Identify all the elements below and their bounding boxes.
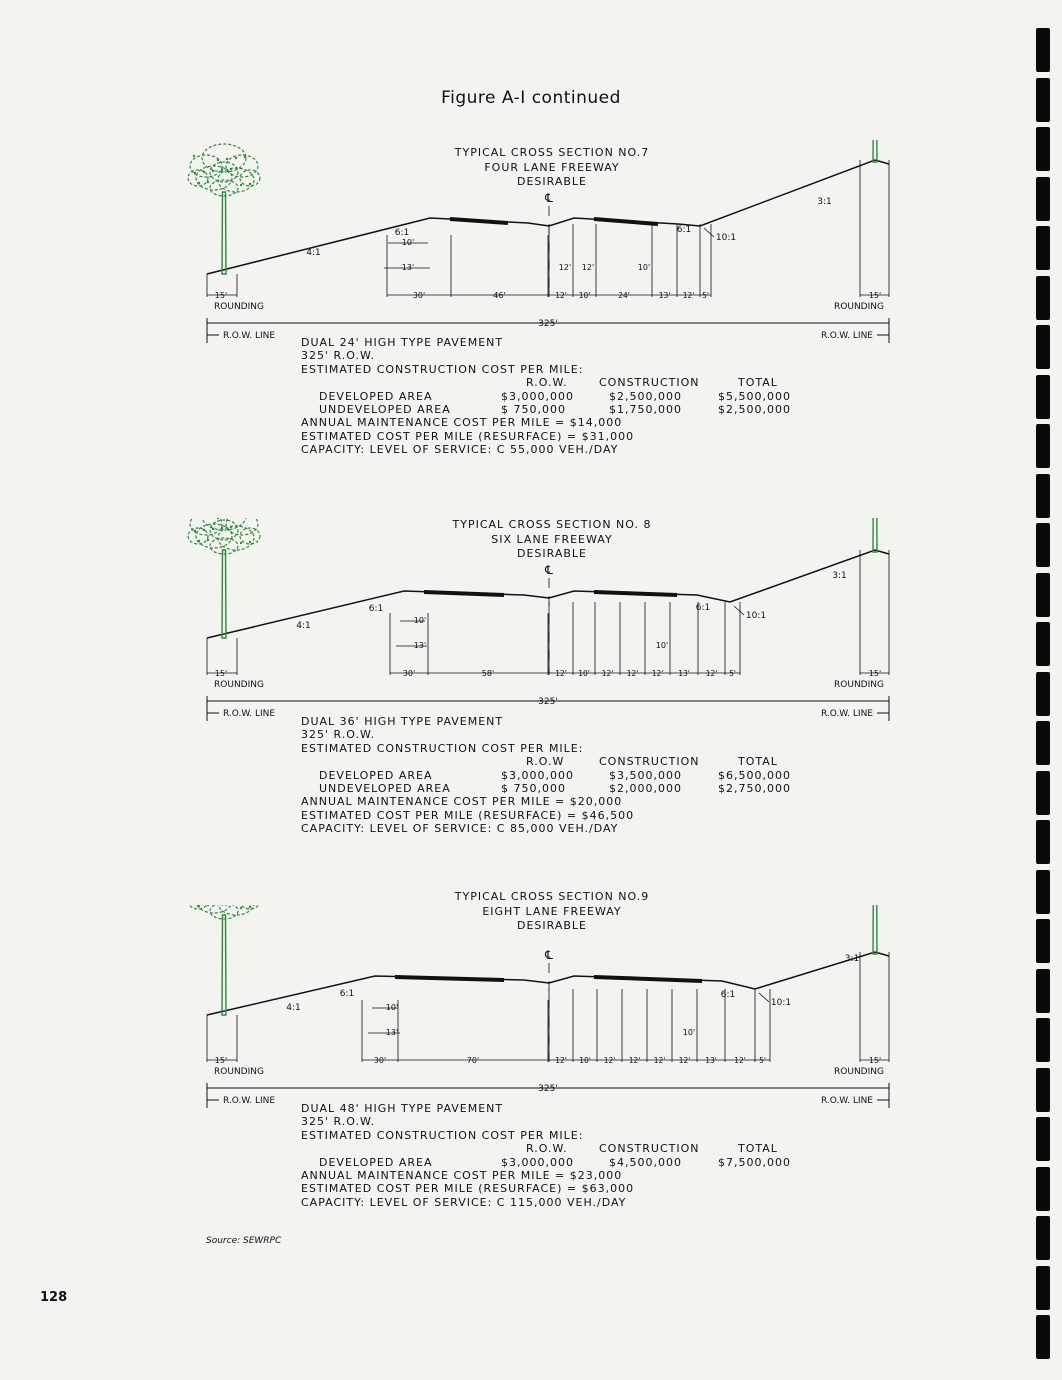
row-line-label: R.O.W. LINE	[820, 331, 873, 341]
binder-hole	[1036, 474, 1050, 518]
dimension-label: 5'	[702, 291, 709, 300]
cost-table-row	[301, 768, 791, 782]
shoulder-dimension: 13'	[401, 263, 415, 272]
rounding-dimension: 15'	[868, 1056, 882, 1065]
pavement-right	[594, 977, 702, 981]
dimension-label: 30'	[412, 291, 426, 300]
rounding-label: ROUNDING	[214, 302, 264, 312]
pavement-text: DUAL 48' HIGH TYPE PAVEMENT	[301, 1102, 504, 1115]
cost-cell-construction: $3,500,000	[609, 768, 682, 782]
cost-table-header	[301, 1142, 778, 1156]
row-total-label: 325'	[538, 697, 558, 707]
resurface-cost: ESTIMATED COST PER MILE (RESURFACE) = $46,500	[301, 808, 635, 822]
dimension-label: 13'	[658, 291, 671, 300]
cross-section-8-diagram	[0, 518, 1062, 738]
pavement-text: DUAL 36' HIGH TYPE PAVEMENT	[301, 715, 504, 728]
cost-heading: ESTIMATED CONSTRUCTION COST PER MILE:	[301, 741, 584, 755]
dimension-label: 10'	[579, 1056, 591, 1065]
tree-icon	[188, 518, 260, 638]
dimension-label: 24'	[618, 291, 630, 300]
centerline-symbol: ℄	[545, 191, 553, 205]
section-title-line: TYPICAL CROSS SECTION NO.9	[454, 890, 650, 903]
pavement-right	[594, 219, 658, 224]
row-line-label: R.O.W. LINE	[223, 1096, 276, 1106]
capacity-text: CAPACITY: LEVEL OF SERVICE: C 115,000 VEH./DAY	[301, 1195, 627, 1209]
dimension-label: 30'	[373, 1056, 387, 1065]
shoulder-dimension: 10'	[413, 616, 427, 625]
cost-cell-total: $7,500,000	[718, 1155, 791, 1169]
section-title-line: DESIRABLE	[517, 919, 587, 932]
section-title-line: TYPICAL CROSS SECTION NO.7	[454, 146, 650, 159]
lane-dimension: 10'	[682, 1028, 696, 1037]
slope-label: 10:1	[715, 233, 737, 243]
dimension-label: 58'	[481, 669, 495, 678]
dimension-label: 46'	[493, 291, 506, 300]
section-8-info	[301, 715, 791, 836]
cost-cell-row: $3,000,000	[501, 389, 574, 403]
rounding-label: ROUNDING	[214, 1067, 264, 1077]
slope-leader	[704, 228, 714, 237]
dimension-label: 10'	[578, 669, 590, 678]
cost-cell-construction: $2,500,000	[609, 389, 682, 403]
cost-column-header: CONSTRUCTION	[599, 376, 700, 390]
dimension-label: 12'	[555, 669, 567, 678]
cost-table-row	[301, 781, 791, 795]
dimension-label: 70'	[466, 1056, 480, 1065]
slope-label: 4:1	[306, 248, 321, 258]
cost-cell-total: $5,500,000	[718, 389, 791, 403]
dimension-label: 12'	[555, 1056, 567, 1065]
binder-hole	[1036, 28, 1050, 72]
section-title-line: TYPICAL CROSS SECTION NO. 8	[452, 518, 652, 531]
slope-label: 6:1	[695, 603, 711, 613]
slope-label: 6:1	[394, 228, 410, 238]
cost-cell-label: DEVELOPED AREA	[319, 389, 433, 403]
cost-cell-total: $2,750,000	[718, 781, 791, 795]
binder-hole	[1036, 375, 1050, 419]
cost-column-header: CONSTRUCTION	[599, 1142, 700, 1156]
cost-table-row	[301, 389, 791, 403]
rounding-dimension: 15'	[214, 291, 228, 300]
rounding-label: ROUNDING	[834, 1067, 884, 1077]
cost-cell-construction: $4,500,000	[609, 1155, 682, 1169]
cost-cell-label: DEVELOPED AREA	[319, 1155, 433, 1169]
row-total-label: 325'	[538, 319, 558, 329]
cost-cell-construction: $1,750,000	[609, 402, 682, 416]
cost-column-header: TOTAL	[738, 755, 778, 769]
shoulder-dimension: 10'	[385, 1003, 399, 1012]
section-title-line: EIGHT LANE FREEWAY	[482, 904, 622, 918]
cross-section-7-diagram	[0, 140, 1062, 363]
pavement-left	[395, 977, 504, 980]
capacity-text: CAPACITY: LEVEL OF SERVICE: C 55,000 VEH./DAY	[301, 443, 619, 457]
rounding-label: ROUNDING	[214, 680, 264, 690]
tree-icon	[839, 905, 911, 954]
centerline-symbol: ℄	[545, 948, 553, 962]
pavement-left	[424, 592, 504, 595]
slope-label: 10:1	[770, 998, 792, 1008]
dimension-label: 12'	[626, 669, 639, 678]
tree-icon	[188, 144, 260, 274]
slope-label: 6:1	[339, 989, 355, 999]
cost-table-row	[301, 1155, 791, 1169]
maintenance-cost: ANNUAL MAINTENANCE COST PER MILE = $14,000	[301, 416, 623, 430]
rounding-dimension: 15'	[214, 1056, 228, 1065]
section-7-info	[301, 336, 791, 457]
maintenance-cost: ANNUAL MAINTENANCE COST PER MILE = $20,000	[301, 795, 623, 809]
centerline-symbol: ℄	[545, 563, 553, 577]
cost-cell-row: $3,000,000	[501, 1155, 574, 1169]
cost-cell-total: $6,500,000	[718, 768, 791, 782]
tree-icon	[839, 140, 911, 162]
dimension-label: 30'	[402, 669, 416, 678]
section-title-line: DESIRABLE	[517, 547, 587, 560]
dimension-label: 13'	[678, 669, 690, 678]
shoulder-dimension: 10'	[401, 238, 415, 247]
cost-column-header: TOTAL	[738, 376, 778, 390]
dimension-label: 12'	[601, 669, 614, 678]
dimension-label: 13'	[705, 1056, 717, 1065]
lane-dimension: 10'	[655, 641, 669, 650]
dimension-label: 12'	[653, 1056, 666, 1065]
capacity-text: CAPACITY: LEVEL OF SERVICE: C 85,000 VEH./DAY	[301, 822, 619, 836]
cost-cell-label: UNDEVELOPED AREA	[319, 781, 451, 795]
cost-heading: ESTIMATED CONSTRUCTION COST PER MILE:	[301, 362, 584, 376]
row-width-text: 325' R.O.W.	[301, 728, 376, 742]
row-width-text: 325' R.O.W.	[301, 1115, 376, 1129]
tree-icon	[188, 905, 260, 1015]
slope-label: 3:1	[832, 571, 847, 581]
slope-label: 3:1	[844, 954, 860, 964]
slope-label: 4:1	[286, 1003, 301, 1013]
section-9-info	[301, 1102, 791, 1209]
cost-table-row	[301, 402, 791, 416]
tree-icon	[839, 518, 911, 552]
dimension-label: 12'	[734, 1056, 746, 1065]
slope-label: 10:1	[745, 611, 767, 621]
binder-hole	[1036, 1216, 1050, 1260]
cost-cell-total: $2,500,000	[718, 402, 791, 416]
dimension-label: 5'	[729, 669, 736, 678]
section-title-line: FOUR LANE FREEWAY	[484, 160, 620, 174]
row-line-label: R.O.W. LINE	[820, 1096, 873, 1106]
slope-label: 4:1	[296, 621, 311, 631]
dimension-label: 12'	[603, 1056, 616, 1065]
slope-label: 6:1	[720, 990, 736, 1000]
maintenance-cost: ANNUAL MAINTENANCE COST PER MILE = $23,000	[301, 1168, 623, 1182]
lane-dimension: 10'	[637, 263, 651, 272]
dimension-label: 12'	[651, 669, 664, 678]
pavement-right	[594, 592, 677, 595]
row-line-label: R.O.W. LINE	[820, 709, 873, 719]
binder-hole	[1036, 424, 1050, 468]
cost-cell-label: UNDEVELOPED AREA	[319, 402, 451, 416]
shoulder-dimension: 13'	[385, 1028, 399, 1037]
row-line-label: R.O.W. LINE	[223, 331, 276, 341]
rounding-dimension: 15'	[868, 669, 882, 678]
slope-leader	[759, 993, 769, 1002]
binder-hole	[1036, 1266, 1050, 1310]
dimension-label: 12'	[555, 291, 567, 300]
slope-leader	[734, 606, 744, 615]
cost-heading: ESTIMATED CONSTRUCTION COST PER MILE:	[301, 1128, 584, 1142]
binder-hole	[1036, 1167, 1050, 1211]
slope-label: 3:1	[817, 197, 832, 207]
lane-dimension: 12'	[558, 263, 572, 272]
rounding-label: ROUNDING	[834, 302, 884, 312]
page-number: 128	[40, 1290, 68, 1305]
dimension-label: 12'	[705, 669, 718, 678]
rounding-dimension: 15'	[214, 669, 228, 678]
section-title-line: SIX LANE FREEWAY	[491, 532, 613, 546]
lane-dimension: 12'	[581, 263, 595, 272]
pavement-left	[450, 219, 508, 223]
binder-hole	[1036, 820, 1050, 864]
cost-cell-row: $ 750,000	[501, 781, 566, 795]
cost-table-header	[301, 755, 778, 769]
source-note: Source: SEWRPC	[206, 1236, 282, 1246]
cost-cell-construction: $2,000,000	[609, 781, 682, 795]
cost-table-header	[301, 376, 778, 390]
cost-cell-label: DEVELOPED AREA	[319, 768, 433, 782]
row-line-label: R.O.W. LINE	[223, 709, 276, 719]
cost-column-header: CONSTRUCTION	[599, 755, 700, 769]
cost-column-header: R.O.W.	[526, 376, 568, 390]
dimension-label: 12'	[682, 291, 695, 300]
binder-hole	[1036, 1315, 1050, 1359]
cost-column-header: TOTAL	[738, 1142, 778, 1156]
resurface-cost: ESTIMATED COST PER MILE (RESURFACE) = $31,000	[301, 429, 635, 443]
shoulder-dimension: 13'	[413, 641, 427, 650]
resurface-cost: ESTIMATED COST PER MILE (RESURFACE) = $63,000	[301, 1182, 635, 1196]
dimension-label: 12'	[678, 1056, 691, 1065]
dimension-label: 10'	[578, 291, 591, 300]
rounding-dimension: 15'	[868, 291, 882, 300]
dimension-label: 12'	[628, 1056, 641, 1065]
row-width-text: 325' R.O.W.	[301, 349, 376, 363]
section-title-line: DESIRABLE	[517, 175, 587, 188]
cross-section-9-diagram	[0, 905, 1062, 1125]
cost-cell-row: $ 750,000	[501, 402, 566, 416]
figure-title: Figure A-I continued	[441, 88, 621, 108]
pavement-text: DUAL 24' HIGH TYPE PAVEMENT	[301, 336, 504, 349]
slope-label: 6:1	[368, 604, 384, 614]
cost-column-header: R.O.W	[526, 755, 565, 769]
row-total-label: 325'	[538, 1084, 558, 1094]
cost-cell-row: $3,000,000	[501, 768, 574, 782]
binder-hole	[1036, 771, 1050, 815]
cost-column-header: R.O.W.	[526, 1142, 568, 1156]
dimension-label: 5'	[759, 1056, 766, 1065]
slope-label: 6:1	[676, 225, 692, 235]
rounding-label: ROUNDING	[834, 680, 884, 690]
